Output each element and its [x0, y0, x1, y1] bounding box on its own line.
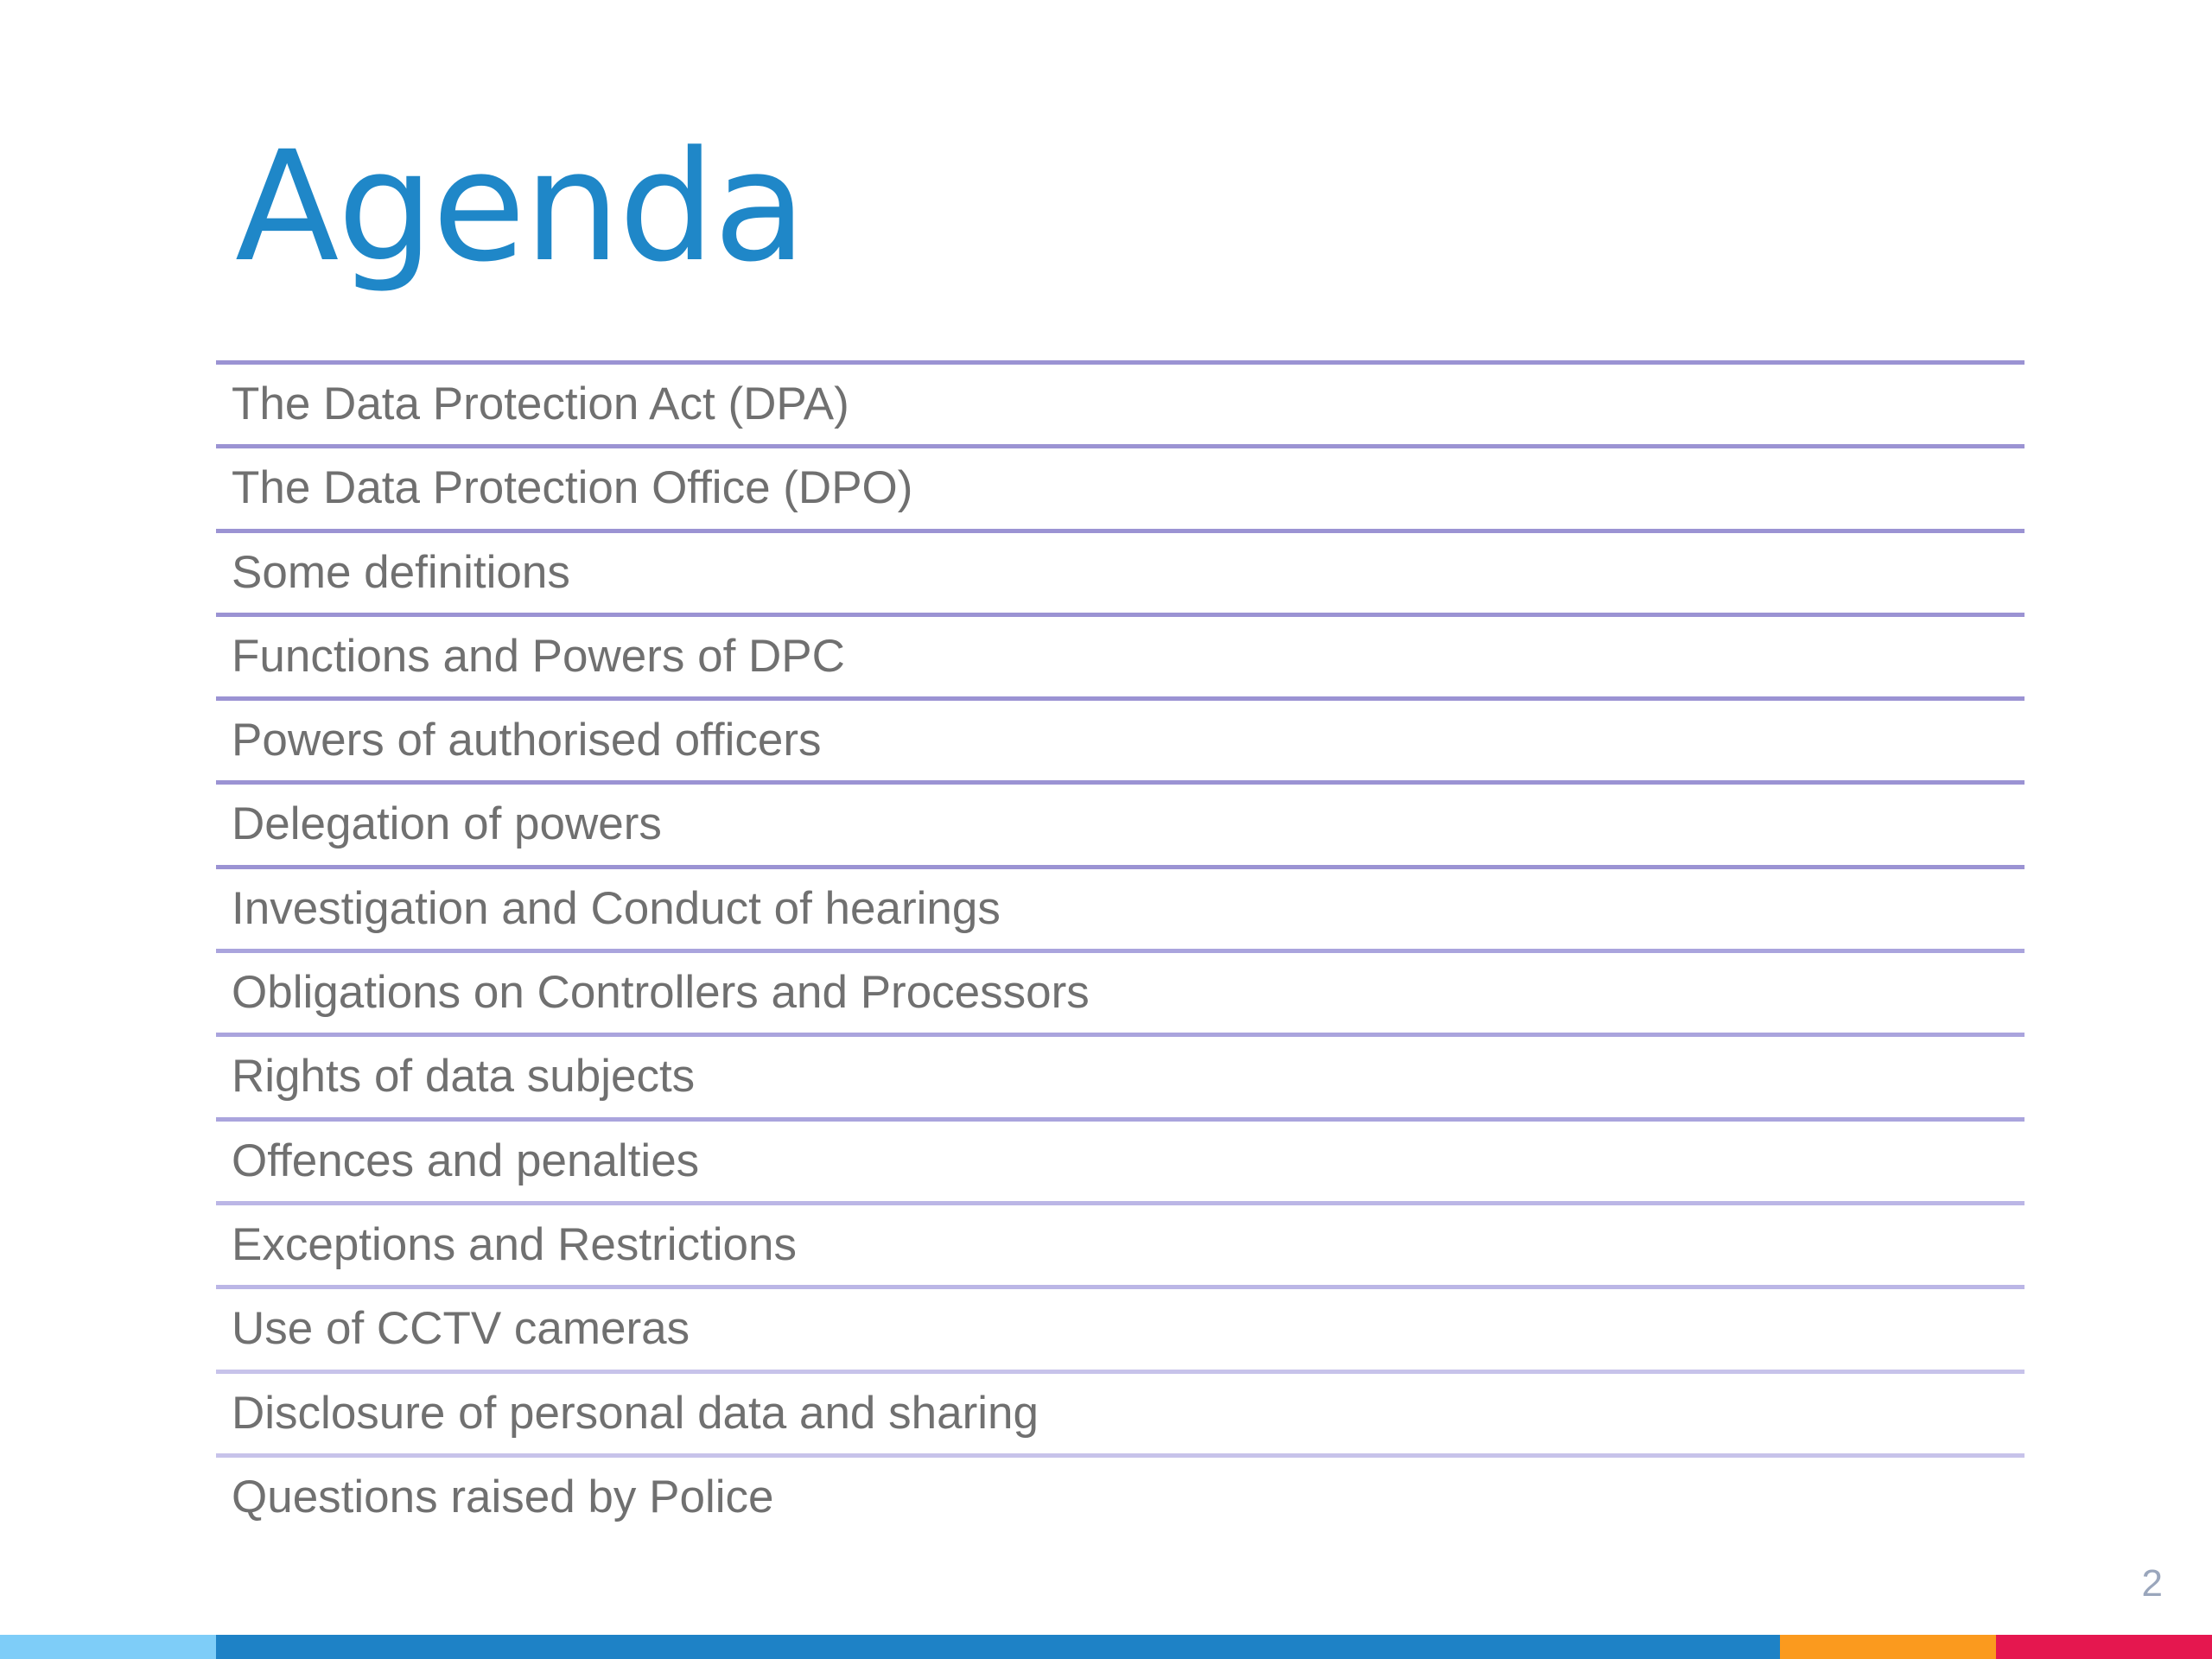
agenda-item: [216, 1453, 2024, 1537]
agenda-item: [216, 865, 2024, 949]
agenda-item: [216, 529, 2024, 613]
agenda-item-label: Investigation and Conduct of hearings: [232, 882, 1001, 934]
agenda-item: [216, 1117, 2024, 1201]
agenda-item: [216, 613, 2024, 696]
agenda-item: [216, 1285, 2024, 1369]
agenda-item-label: Offences and penalties: [232, 1135, 700, 1186]
footer-bar-segment-light-blue: [0, 1635, 216, 1659]
agenda-item-label: Obligations on Controllers and Processors: [232, 967, 1090, 1019]
agenda-list: [216, 360, 2024, 1537]
agenda-item: [216, 696, 2024, 780]
agenda-item-label: The Data Protection Act (DPA): [232, 378, 849, 429]
agenda-item-label: Questions raised by Police: [232, 1471, 774, 1522]
footer-color-bar: [0, 1635, 2212, 1659]
agenda-item-label: Use of CCTV cameras: [232, 1303, 690, 1355]
agenda-item: [216, 780, 2024, 864]
agenda-item-label: Delegation of powers: [232, 798, 662, 850]
agenda-item: [216, 1201, 2024, 1285]
footer-bar-segment-orange: [1780, 1635, 1996, 1659]
agenda-item: [216, 360, 2024, 444]
agenda-item-label: Disclosure of personal data and sharing: [232, 1387, 1039, 1439]
agenda-item-label: Functions and Powers of DPC: [232, 630, 845, 682]
agenda-item: [216, 949, 2024, 1033]
agenda-item-label: The Data Protection Office (DPO): [232, 462, 913, 514]
agenda-item-label: Exceptions and Restrictions: [232, 1218, 797, 1270]
agenda-item-label: Some definitions: [232, 546, 570, 598]
footer-bar-segment-red: [1996, 1635, 2212, 1659]
agenda-item: [216, 444, 2024, 528]
agenda-item-label: Rights of data subjects: [232, 1051, 696, 1103]
agenda-item-label: Powers of authorised officers: [232, 715, 822, 766]
agenda-item: [216, 1033, 2024, 1116]
slide-title: Agenda: [235, 118, 805, 296]
agenda-item: [216, 1370, 2024, 1453]
page-number: 2: [2141, 1562, 2163, 1605]
footer-bar-segment-blue: [216, 1635, 1780, 1659]
